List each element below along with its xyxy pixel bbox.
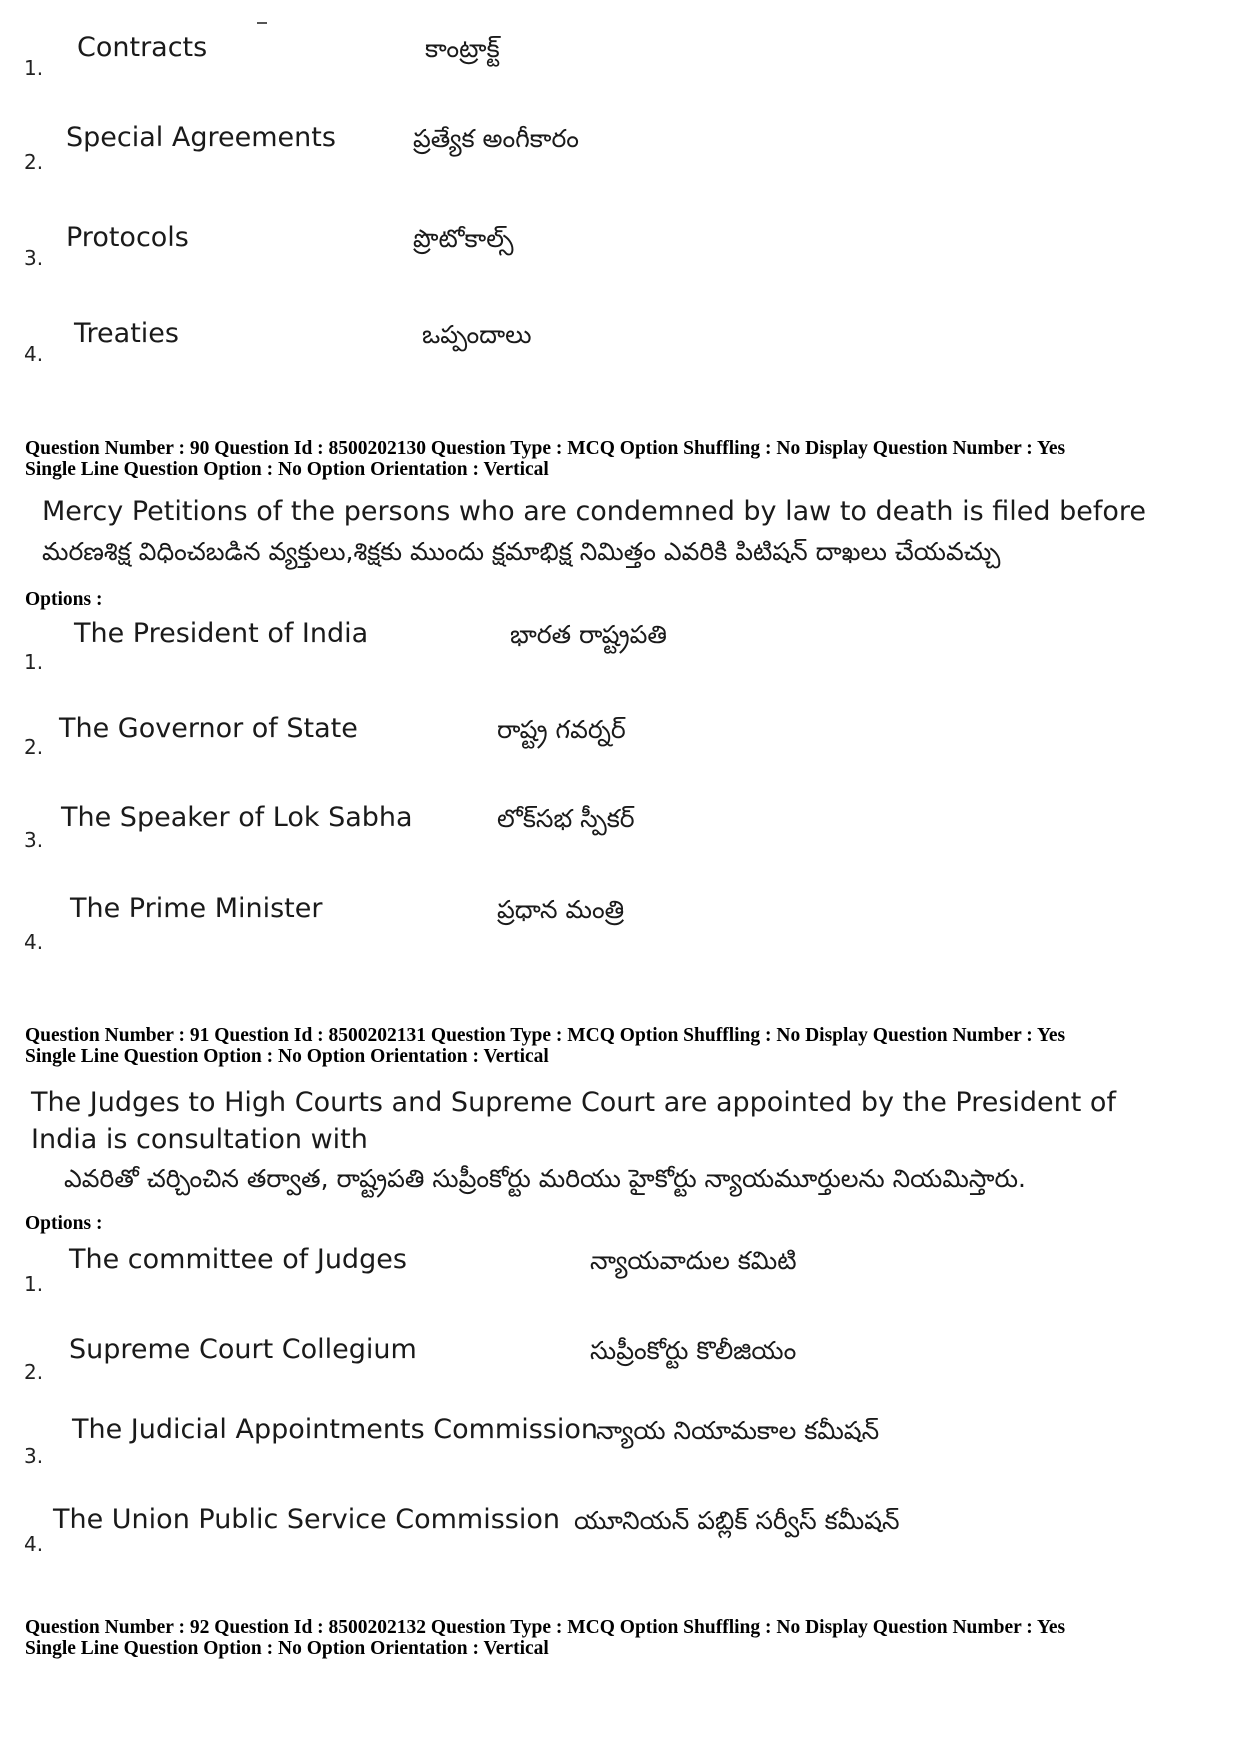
option-english: Protocols bbox=[66, 222, 189, 253]
option-telugu: సుప్రీంకోర్టు కొలీజియం bbox=[590, 1336, 797, 1365]
option-english: Supreme Court Collegium bbox=[69, 1334, 417, 1365]
option-telugu: భారత రాష్ట్రపతి bbox=[510, 620, 667, 649]
question-text-english: Mercy Petitions of the persons who are condemned by law to death is filed before bbox=[42, 496, 1146, 527]
option-telugu: న్యాయ నియామకాల కమీషన్ bbox=[596, 1416, 880, 1445]
option-telugu: కాంట్రాక్ట్ bbox=[425, 34, 500, 63]
option-english: The Prime Minister bbox=[70, 893, 323, 924]
question-meta: Question Number : 90 Question Id : 8500202130 Question Type : MCQ Option Shuffling : No Display Question Number : Yes bbox=[25, 438, 1066, 459]
option-number: 1. bbox=[24, 650, 44, 674]
option-english: Special Agreements bbox=[66, 122, 336, 153]
question-text-telugu: మరణశిక్ష విధించబడిన వ్యక్తులు,శిక్షకు ముందు క్షమాభిక్ష నిమిత్తం ఎవరికి పిటిషన్ దాఖలు చేయవచ్చు bbox=[42, 537, 1001, 566]
scan-mark bbox=[257, 22, 267, 24]
option-telugu: లోక్‌సభ స్పీకర్ bbox=[497, 804, 635, 833]
option-telugu: ప్రొటోకాల్స్ bbox=[413, 224, 514, 253]
option-english: The Governor of State bbox=[59, 713, 358, 744]
options-label: Options : bbox=[25, 1213, 103, 1234]
option-telugu: న్యాయవాదుల కమిటి bbox=[590, 1246, 797, 1275]
option-english: The Judicial Appointments Commission bbox=[72, 1414, 598, 1445]
option-number: 4. bbox=[24, 1532, 44, 1556]
option-english: The President of India bbox=[74, 618, 369, 649]
option-number: 2. bbox=[24, 1360, 44, 1384]
option-number: 2. bbox=[24, 735, 44, 759]
option-number: 2. bbox=[24, 150, 44, 174]
question-meta-line2: Single Line Question Option : No Option Orientation : Vertical bbox=[25, 1638, 549, 1659]
option-number: 3. bbox=[24, 828, 44, 852]
option-english: The Union Public Service Commission bbox=[53, 1504, 560, 1535]
option-telugu: యూనియన్ పబ్లిక్ సర్వీస్ కమీషన్ bbox=[574, 1506, 900, 1535]
option-telugu: రాష్ట్ర గవర్నర్ bbox=[497, 715, 626, 744]
option-number: 4. bbox=[24, 342, 44, 366]
question-text-telugu: ఎవరితో చర్చించిన తర్వాత, రాష్ట్రపతి సుప్రీంకోర్టు మరియు హైకోర్టు న్యాయమూర్తులను నియమిస్తారు. bbox=[64, 1164, 1026, 1193]
option-telugu: ఒప్పందాలు bbox=[422, 320, 532, 349]
option-telugu: ప్రధాన మంత్రి bbox=[497, 895, 625, 924]
option-number: 3. bbox=[24, 1444, 44, 1468]
question-meta-line2: Single Line Question Option : No Option Orientation : Vertical bbox=[25, 1046, 549, 1067]
question-meta-line2: Single Line Question Option : No Option Orientation : Vertical bbox=[25, 459, 549, 480]
option-number: 4. bbox=[24, 930, 44, 954]
option-number: 3. bbox=[24, 246, 44, 270]
option-english: The committee of Judges bbox=[69, 1244, 407, 1275]
option-english: Contracts bbox=[77, 32, 208, 63]
option-telugu: ప్రత్యేక అంగీకారం bbox=[413, 124, 579, 153]
option-english: Treaties bbox=[74, 318, 179, 349]
options-label: Options : bbox=[25, 589, 103, 610]
question-text-english-line1: The Judges to High Courts and Supreme Court are appointed by the President of bbox=[31, 1087, 1116, 1118]
option-number: 1. bbox=[24, 56, 44, 80]
option-english: The Speaker of Lok Sabha bbox=[61, 802, 413, 833]
question-text-english-line2: India is consultation with bbox=[31, 1124, 368, 1155]
option-number: 1. bbox=[24, 1272, 44, 1296]
question-meta: Question Number : 92 Question Id : 8500202132 Question Type : MCQ Option Shuffling : No Display Question Number : Yes bbox=[25, 1617, 1066, 1638]
question-meta: Question Number : 91 Question Id : 8500202131 Question Type : MCQ Option Shuffling : No Display Question Number : Yes bbox=[25, 1025, 1066, 1046]
